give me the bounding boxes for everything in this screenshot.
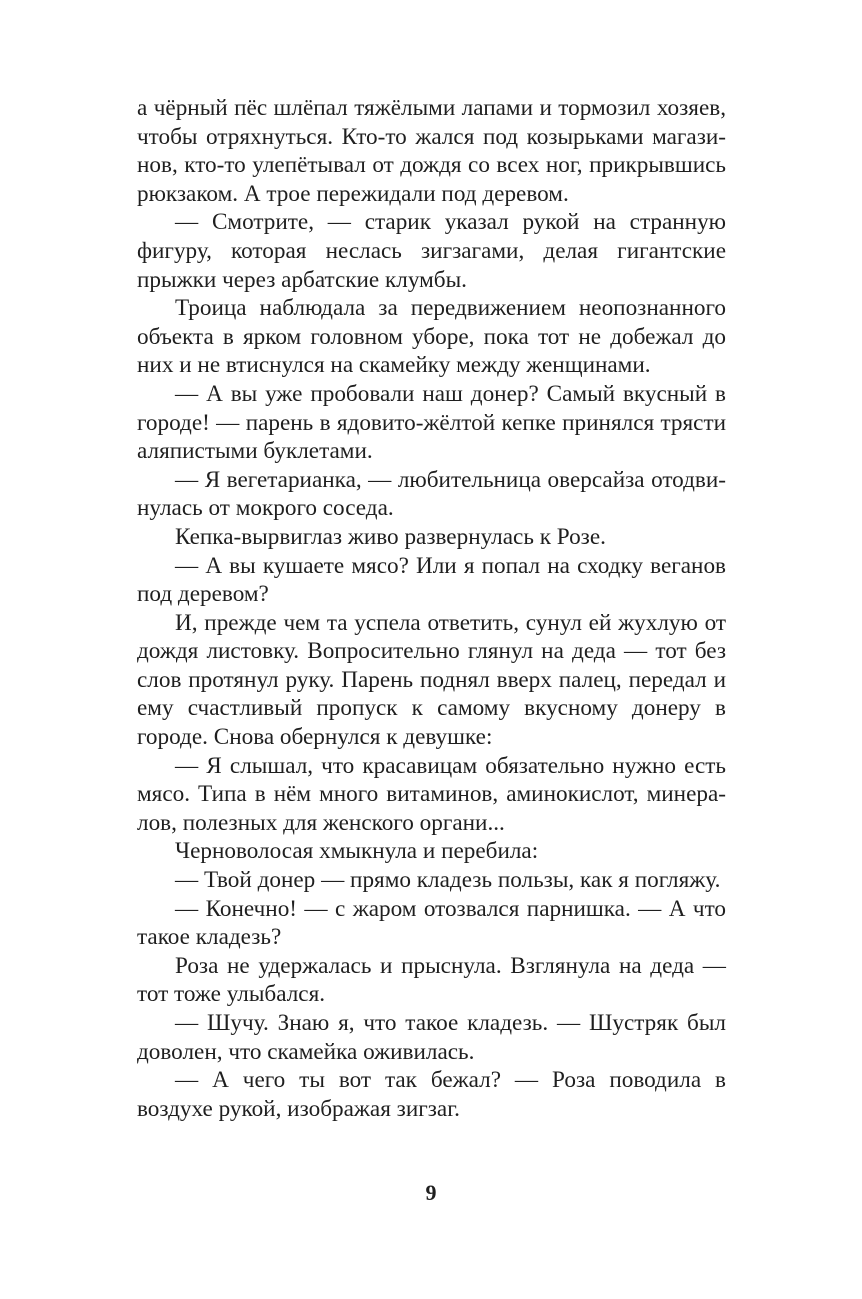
- paragraph-5: — Я вегетарианка, — любительница оверсайза отодвинулась от мокрого соседа.: [137, 466, 726, 522]
- paragraph-8: И, прежде чем та успела ответить, сунул ей жухлую от дождя листовку. Вопросительно глянул на деда — тот без слов протянул руку. Парень поднял вверх палец, передал и ему счастливый пропуск к самому вкусному донеру в городе. Снова обернулся к девушке:: [137, 609, 726, 751]
- paragraph-6: Кепка-вырвиглаз живо развернулась к Розе.: [175, 523, 606, 550]
- paragraph-13: Роза не удержалась и прыснула. Взглянула на деда — тот тоже улыбался.: [137, 952, 726, 1008]
- paragraph-4: — А вы уже пробовали наш донер? Самый вкусный в городе! — парень в ядовито-жёлтой кепке принялся трясти аляпистыми буклетами.: [137, 380, 726, 465]
- paragraph-15: — А чего ты вот так бежал? — Роза поводила в воздухе рукой, изображая зигзаг.: [137, 1067, 726, 1122]
- page-text-column: [137, 94, 726, 1123]
- paragraph-12: — Конечно! — с жаром отозвался парнишка. — А что такое кладезь?: [137, 895, 726, 951]
- page-number: 9: [425, 1180, 437, 1205]
- paragraph-7: — А вы кушаете мясо? Или я попал на сходку веганов под деревом?: [137, 552, 726, 608]
- paragraph-10: Черноволосая хмыкнула и перебила:: [175, 838, 539, 865]
- paragraph-14: — Шучу. Знаю я, что такое кладезь. — Шустряк был доволен, что скамейка оживилась.: [137, 1010, 726, 1065]
- paragraph-3: Троица наблюдала за передвижением неопознанного объекта в ярком головном уборе, пока тот не добежал до них и не втиснулся на скамейку между женщинами.: [137, 295, 726, 379]
- paragraph-9: — Я слышал, что красавицам обязательно нужно есть мясо. Типа в нём много витаминов, аминокислот, минералов, полезных для женского органи...: [137, 752, 726, 836]
- paragraph-11: — Твой донер — прямо кладезь пользы, как я погляжу.: [175, 867, 721, 894]
- paragraph-1: а чёрный пёс шлёпал тяжёлыми лапами и тормозил хозяев, чтобы отряхнуться. Кто-то жался под козырьками магазинов, кто-то улепётывал от дождя со всех ног, прикрывшись рюкзаком. А трое пережидали под деревом.: [137, 95, 726, 207]
- paragraph-2: — Смотрите, — старик указал рукой на странную фигуру, которая неслась зигзагами, делая гигантские прыжки через арбатские клумбы.: [137, 209, 726, 293]
